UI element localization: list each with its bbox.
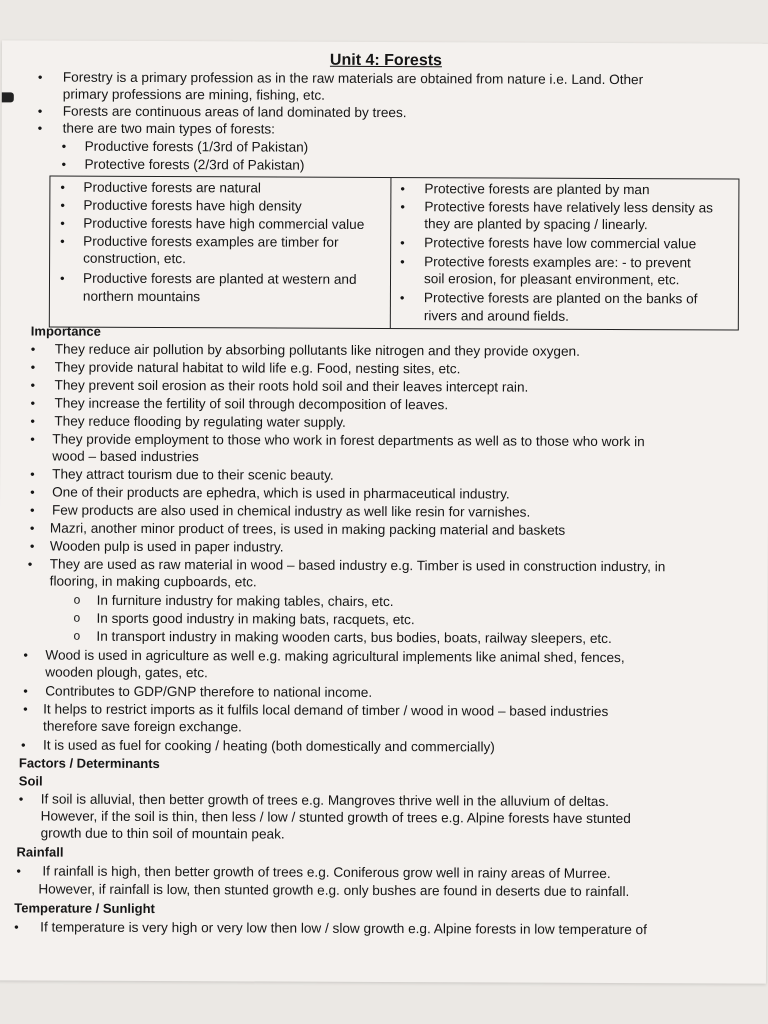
importance-item: One of their products are ephedra, which is used in pharmaceutical industry. (52, 484, 510, 502)
sub-bullet: o (73, 610, 81, 625)
importance-heading: Importance (30, 323, 101, 339)
importance-item: It helps to restrict imports as it fulfils local demand of timber / wood in wood – based industries (43, 701, 609, 719)
productive-cell: Productive forests are natural (83, 179, 262, 196)
bullet: • (20, 737, 26, 753)
intro-line: primary professions are mining, fishing, etc. (62, 86, 326, 103)
importance-item: Wooden pulp is used in paper industry. (49, 538, 284, 555)
temperature-heading: Temperature / Sunlight (14, 900, 155, 917)
bullet: • (400, 199, 405, 215)
protective-cell: Protective forests have low commercial value (424, 235, 697, 252)
bullet: • (14, 919, 19, 935)
protective-cell: Protective forests have relatively less density as (424, 199, 713, 216)
bullet: • (18, 791, 24, 807)
productive-cell: construction, etc. (83, 250, 186, 267)
bullet: • (61, 156, 67, 172)
importance-item: They attract tourism due to their scenic beauty. (52, 466, 334, 483)
importance-item: They reduce air pollution by absorbing pollutants like nitrogen and they provide oxygen. (54, 341, 580, 359)
bullet: • (37, 69, 43, 85)
bullet: • (16, 863, 22, 879)
importance-item: They reduce flooding by regulating water supply. (54, 413, 346, 430)
rainfall-text: However, if rainfall is low, then stunted growth e.g. only bushes are found in deserts due to rainfall. (38, 881, 630, 900)
importance-item: Mazri, another minor product of trees, is used in making packing material and baskets (49, 520, 566, 538)
importance-item: Contributes to GDP/GNP therefore to national income. (45, 683, 373, 700)
soil-text: If soil is alluvial, then better growth of trees e.g. Mangroves thrive well in the alluvium of deltas. (40, 791, 609, 809)
importance-item: They prevent soil erosion as their roots hold soil and their leaves intercept rain. (54, 377, 529, 395)
bullet: • (30, 431, 35, 447)
soil-text: growth due to thin soil of mountain peak. (40, 825, 285, 842)
bullet: • (30, 395, 36, 411)
bullet: • (23, 683, 28, 699)
sub-item: In sports good industry in making bats, racquets, etc. (96, 610, 415, 628)
productive-cell: Productive forests examples are timber for (83, 233, 339, 250)
bullet: • (61, 138, 67, 154)
bullet: • (60, 179, 66, 195)
importance-item: wooden plough, gates, etc. (45, 664, 208, 681)
rainfall-heading: Rainfall (16, 844, 64, 860)
bullet: • (60, 233, 65, 249)
bullet: • (29, 502, 35, 518)
bullet: • (30, 484, 35, 500)
importance-item: They are used as raw material in wood – based industry e.g. Timber is used in construction industry, in (49, 556, 666, 575)
binder-mark (2, 92, 14, 102)
importance-item: They provide employment to those who work in forest departments as well as to those who work in (52, 431, 645, 450)
page-content (2, 40, 768, 938)
bullet: • (60, 215, 65, 231)
protective-cell: soil erosion, for pleasant environment, etc. (423, 271, 680, 288)
sub-item: In transport industry in making wooden carts, bus bodies, boats, railway sleepers, etc. (96, 628, 612, 646)
bullet: • (400, 254, 405, 270)
intro-line: Forestry is a primary profession as in the raw materials are obtained from nature i.e. Land. Other (62, 69, 644, 88)
bullet: • (37, 103, 43, 119)
bullet: • (30, 341, 36, 357)
bullet: • (30, 413, 35, 429)
bullet: • (27, 556, 33, 572)
protective-cell: they are planted by spacing / linearly. (424, 216, 648, 233)
importance-item: therefore save foreign exchange. (43, 718, 242, 735)
factors-heading: Factors / Determinants (18, 755, 160, 772)
protective-cell: Protective forests examples are: - to prevent (424, 254, 691, 271)
sub-bullet: o (73, 628, 81, 643)
bullet: • (60, 197, 65, 213)
bullet: • (30, 377, 36, 393)
bullet: • (23, 701, 28, 717)
importance-item: They provide natural habitat to wild life e.g. Food, nesting sites, etc. (54, 359, 461, 377)
bullet: • (37, 120, 43, 136)
productive-cell: Productive forests are planted at western and (82, 270, 357, 287)
comparison-table (49, 176, 740, 331)
protective-cell: rivers and around fields. (423, 308, 569, 324)
bullet: • (59, 270, 65, 286)
forest-type: Productive forests (1/3rd of Pakistan) (84, 138, 309, 155)
bullet: • (399, 290, 405, 306)
temperature-text: If temperature is very high or very low then low / slow growth e.g. Alpine forests in low temperature of (40, 919, 647, 938)
soil-text: However, if the soil is thin, then less / low / stunted growth of trees e.g. Alpine forests have stunted (40, 808, 631, 827)
bullet: • (23, 647, 28, 663)
importance-item: wood – based industries (52, 448, 199, 465)
sub-item: In furniture industry for making tables, chairs, etc. (96, 592, 394, 610)
table-divider (390, 178, 392, 328)
sub-bullet: o (73, 592, 81, 607)
importance-item: Wood is used in agriculture as well e.g. making agricultural implements like animal shed, fences, (45, 647, 625, 666)
intro-line: there are two main types of forests: (62, 120, 276, 137)
productive-cell: Productive forests have high density (83, 197, 302, 214)
protective-cell: Protective forests are planted on the banks of (423, 290, 698, 307)
bullet: • (400, 181, 406, 197)
productive-cell: northern mountains (82, 288, 201, 305)
intro-line: Forests are continuous areas of land dominated by trees. (62, 103, 407, 121)
bullet: • (400, 235, 405, 251)
document-page (0, 40, 768, 983)
bullet: • (30, 359, 36, 375)
bullet: • (30, 466, 35, 482)
productive-cell: Productive forests have high commercial value (83, 215, 365, 232)
importance-item: They increase the fertility of soil through decomposition of leaves. (54, 395, 449, 413)
forest-type: Protective forests (2/3rd of Pakistan) (84, 156, 305, 173)
rainfall-text: If rainfall is high, then better growth of trees e.g. Coniferous grow well in rainy areas of Murree. (42, 863, 611, 881)
importance-item: flooring, in making cupboards, etc. (49, 573, 257, 590)
importance-item: It is used as fuel for cooking / heating (both domestically and commercially) (42, 737, 495, 755)
bullet: • (29, 538, 35, 554)
bullet: • (29, 520, 35, 536)
importance-item: Few products are also used in chemical industry as well like resin for varnishes. (51, 502, 531, 520)
page-title: Unit 4: Forests (329, 51, 443, 70)
soil-heading: Soil (18, 773, 43, 789)
protective-cell: Protective forests are planted by man (424, 181, 650, 198)
